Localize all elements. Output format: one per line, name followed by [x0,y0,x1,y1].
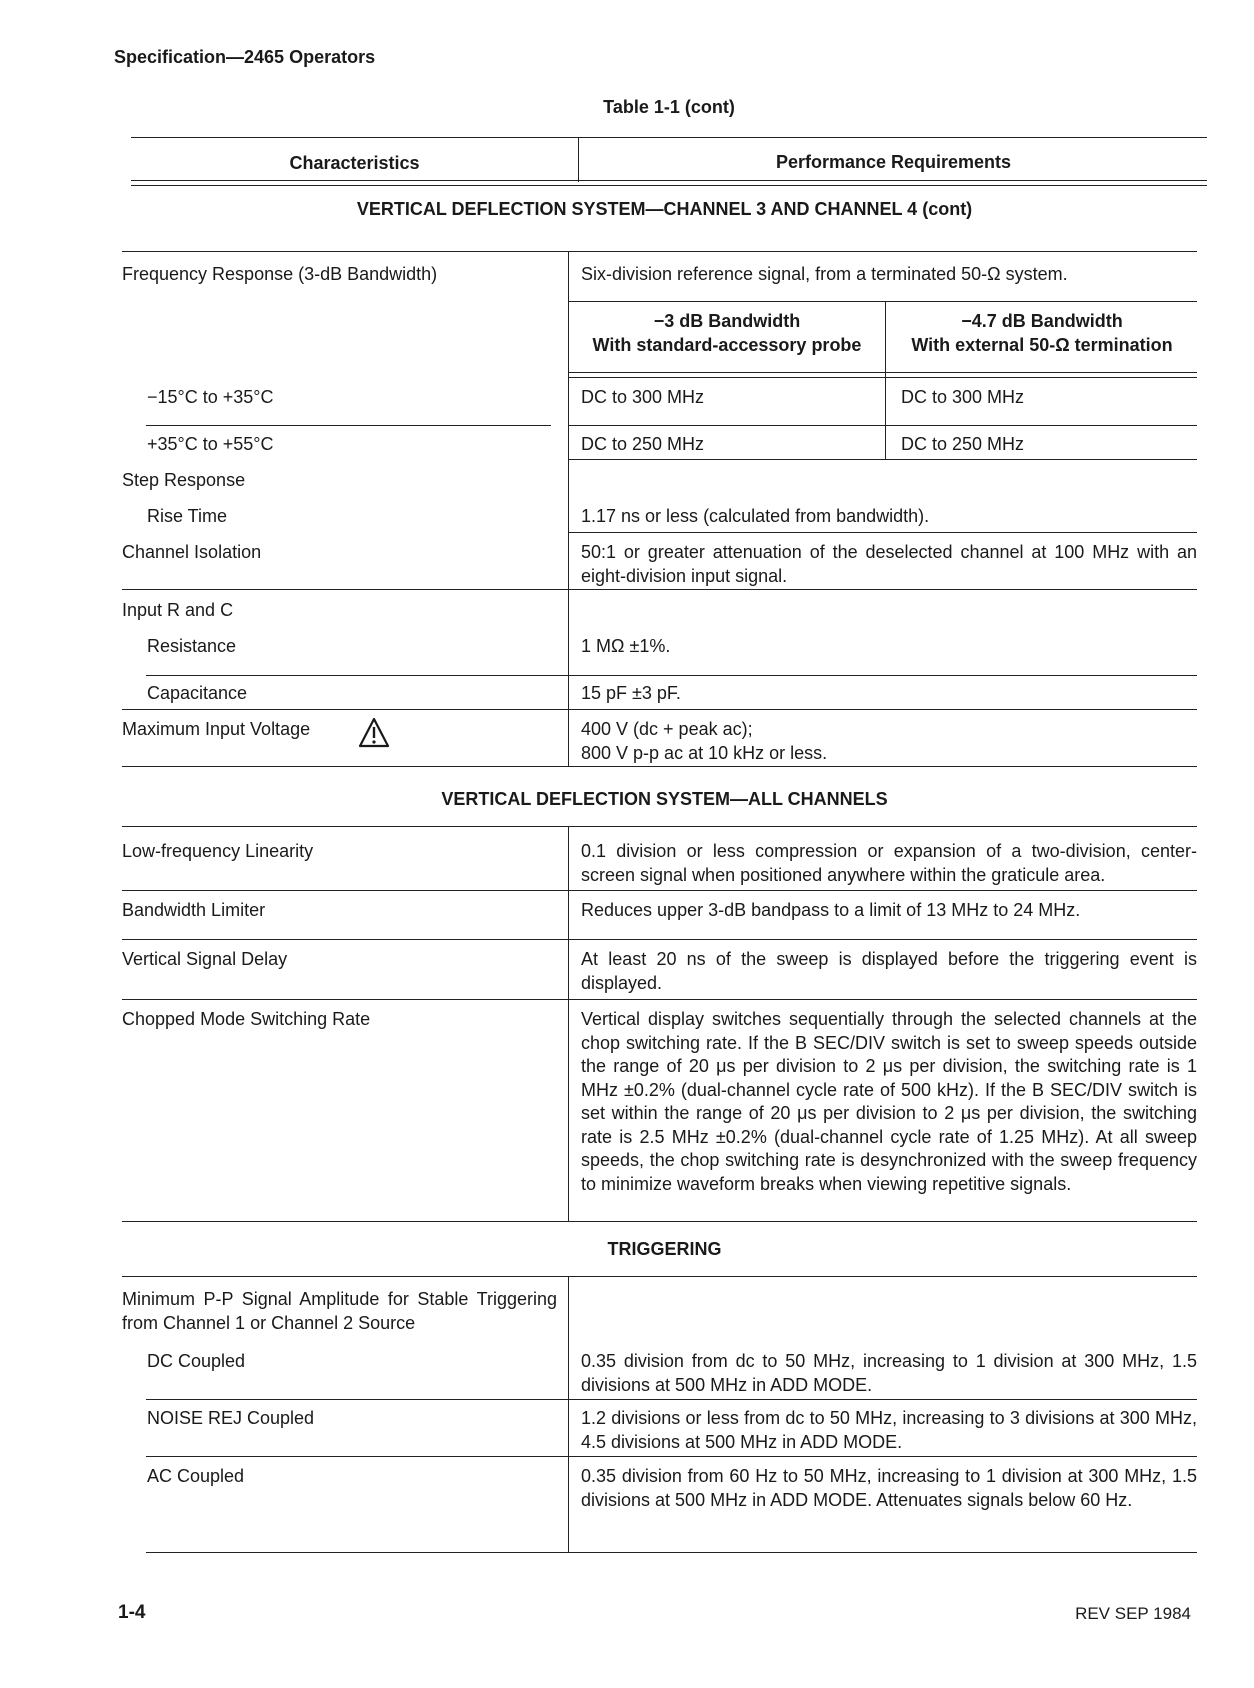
rise-time-value: 1.17 ns or less (calculated from bandwidth). [581,506,930,526]
min-signal-amplitude-label: Minimum P-P Signal Amplitude for Stable Triggering from Channel 1 or Channel 2 Source [122,1289,557,1333]
subheader-4-7db [887,310,1197,357]
ac-coupled-value: 0.35 division from 60 Hz to 50 MHz, increasing to 1 division at 300 MHz, 1.5 divisions at 500 MHz in ADD MODE. Attenuates signals below 60 Hz. [581,1466,1197,1510]
rule [131,180,1207,181]
temp-range-2-4-7db: DC to 250 MHz [901,434,1025,454]
rule [122,709,1197,710]
column-header-characteristics: Characteristics [289,153,420,173]
dc-coupled-label: DC Coupled [147,1351,246,1371]
temp-range-1-4-7db: DC to 300 MHz [901,387,1025,407]
noise-rej-value: 1.2 divisions or less from dc to 50 MHz, increasing to 3 divisions at 300 MHz, 4.5 divisions at 500 MHz in ADD MODE. [581,1408,1197,1452]
channel-isolation-label: Channel Isolation [122,542,262,562]
rule [122,890,1197,891]
rule [122,826,1197,827]
section-title: TRIGGERING [607,1239,722,1259]
max-input-voltage-value [581,718,827,765]
linearity-value: 0.1 division or less compression or expansion of a two-division, center-screen signal when positioned anywhere within the graticule area. [581,841,1197,885]
table-title: Table 1-1 (cont) [603,97,735,117]
column-divider [568,826,569,1221]
linearity-label: Low-frequency Linearity [122,841,314,861]
page-number: 1-4 [118,1602,146,1623]
signal-delay-value: At least 20 ns of the sweep is displayed before the triggering event is displayed. [581,949,1197,993]
revision-date: REV SEP 1984 [1075,1604,1191,1623]
rise-time-label: Rise Time [147,506,228,526]
warning-triangle-icon [357,716,391,750]
capacitance-label: Capacitance [147,683,248,703]
running-title: Specification—2465 Operators [114,47,376,67]
rule [131,185,1207,186]
resistance-value: 1 MΩ ±1%. [581,636,671,656]
rule [578,137,579,182]
rule [568,425,1197,426]
temp-range-2-label: +35°C to +55°C [147,434,274,454]
input-rc-label: Input R and C [122,600,234,620]
rule [146,425,551,426]
subheader-4-7db-line1: −4.7 dB Bandwidth [961,311,1123,331]
rule [122,251,1197,252]
temp-range-1-3db: DC to 300 MHz [581,387,705,407]
noise-rej-label: NOISE REJ Coupled [147,1408,315,1428]
column-divider [568,1276,569,1552]
column-header-performance: Performance Requirements [775,152,1012,172]
rule [146,1552,1197,1553]
max-input-voltage-line2: 800 V p-p ac at 10 kHz or less. [581,742,828,763]
dc-coupled-value: 0.35 division from dc to 50 MHz, increasing to 1 division at 300 MHz, 1.5 divisions at 500 MHz in ADD MODE. [581,1351,1197,1395]
rule [568,372,1197,373]
rule [146,1399,1197,1400]
subheader-3db-line2: With standard-accessory probe [592,334,862,355]
temp-range-1-label: −15°C to +35°C [147,387,274,407]
rule [568,532,1197,533]
rule [122,1276,1197,1277]
rule [122,999,1197,1000]
freq-response-desc: Six-division reference signal, from a terminated 50-Ω system. [581,264,1068,284]
rule [122,1221,1197,1222]
section-title: VERTICAL DEFLECTION SYSTEM—ALL CHANNELS [441,789,888,809]
section-title: VERTICAL DEFLECTION SYSTEM—CHANNEL 3 AND CHANNEL 4 (cont) [356,199,973,219]
subheader-3db-line1: −3 dB Bandwidth [653,311,801,331]
resistance-label: Resistance [147,636,237,656]
rule [568,459,1197,460]
rule [122,939,1197,940]
subheader-3db [569,310,885,357]
bandwidth-limiter-label: Bandwidth Limiter [122,900,266,920]
column-divider [885,301,886,460]
signal-delay-label: Vertical Signal Delay [122,949,288,969]
temp-range-2-3db: DC to 250 MHz [581,434,705,454]
chop-rate-label: Chopped Mode Switching Rate [122,1009,371,1029]
channel-isolation-value: 50:1 or greater attenuation of the deselected channel at 100 MHz with an eight-division input signal. [581,542,1197,586]
max-input-voltage-line1: 400 V (dc + peak ac); [581,719,753,739]
subheader-4-7db-line2: With external 50-Ω termination [911,334,1173,355]
freq-response-label: Frequency Response (3-dB Bandwidth) [122,264,438,284]
max-input-voltage-label: Maximum Input Voltage [122,719,311,739]
rule [568,301,1197,302]
ac-coupled-label: AC Coupled [147,1466,245,1486]
rule [131,137,1207,138]
rule [146,1456,1197,1457]
capacitance-value: 15 pF ±3 pF. [581,683,681,703]
rule [122,589,1197,590]
chop-rate-value: Vertical display switches sequentially through the selected channels at the chop switching rate. If the B SEC/DIV switch is set to sweep speeds outside the range of 20 μs per division to 2 μs per division, the switching rate is 1 MHz ±0.2% (dual-channel cycle rate of 500 kHz). If the B SEC/DIV switch is set within the range of 20 μs per division to 2 μs per division, the switching rate is 2.5 MHz ±0.2% (dual-channel cycle rate of 1.25 MHz). At all sweep speeds, the chop switching rate is desynchronized with the sweep frequency to minimize waveform breaks when viewing repetitive signals. [581,1009,1197,1194]
rule [122,766,1197,767]
step-response-label: Step Response [122,470,246,490]
rule [568,377,1197,378]
rule [146,675,1197,676]
bandwidth-limiter-value: Reduces upper 3-dB bandpass to a limit of 13 MHz to 24 MHz. [581,900,1081,920]
